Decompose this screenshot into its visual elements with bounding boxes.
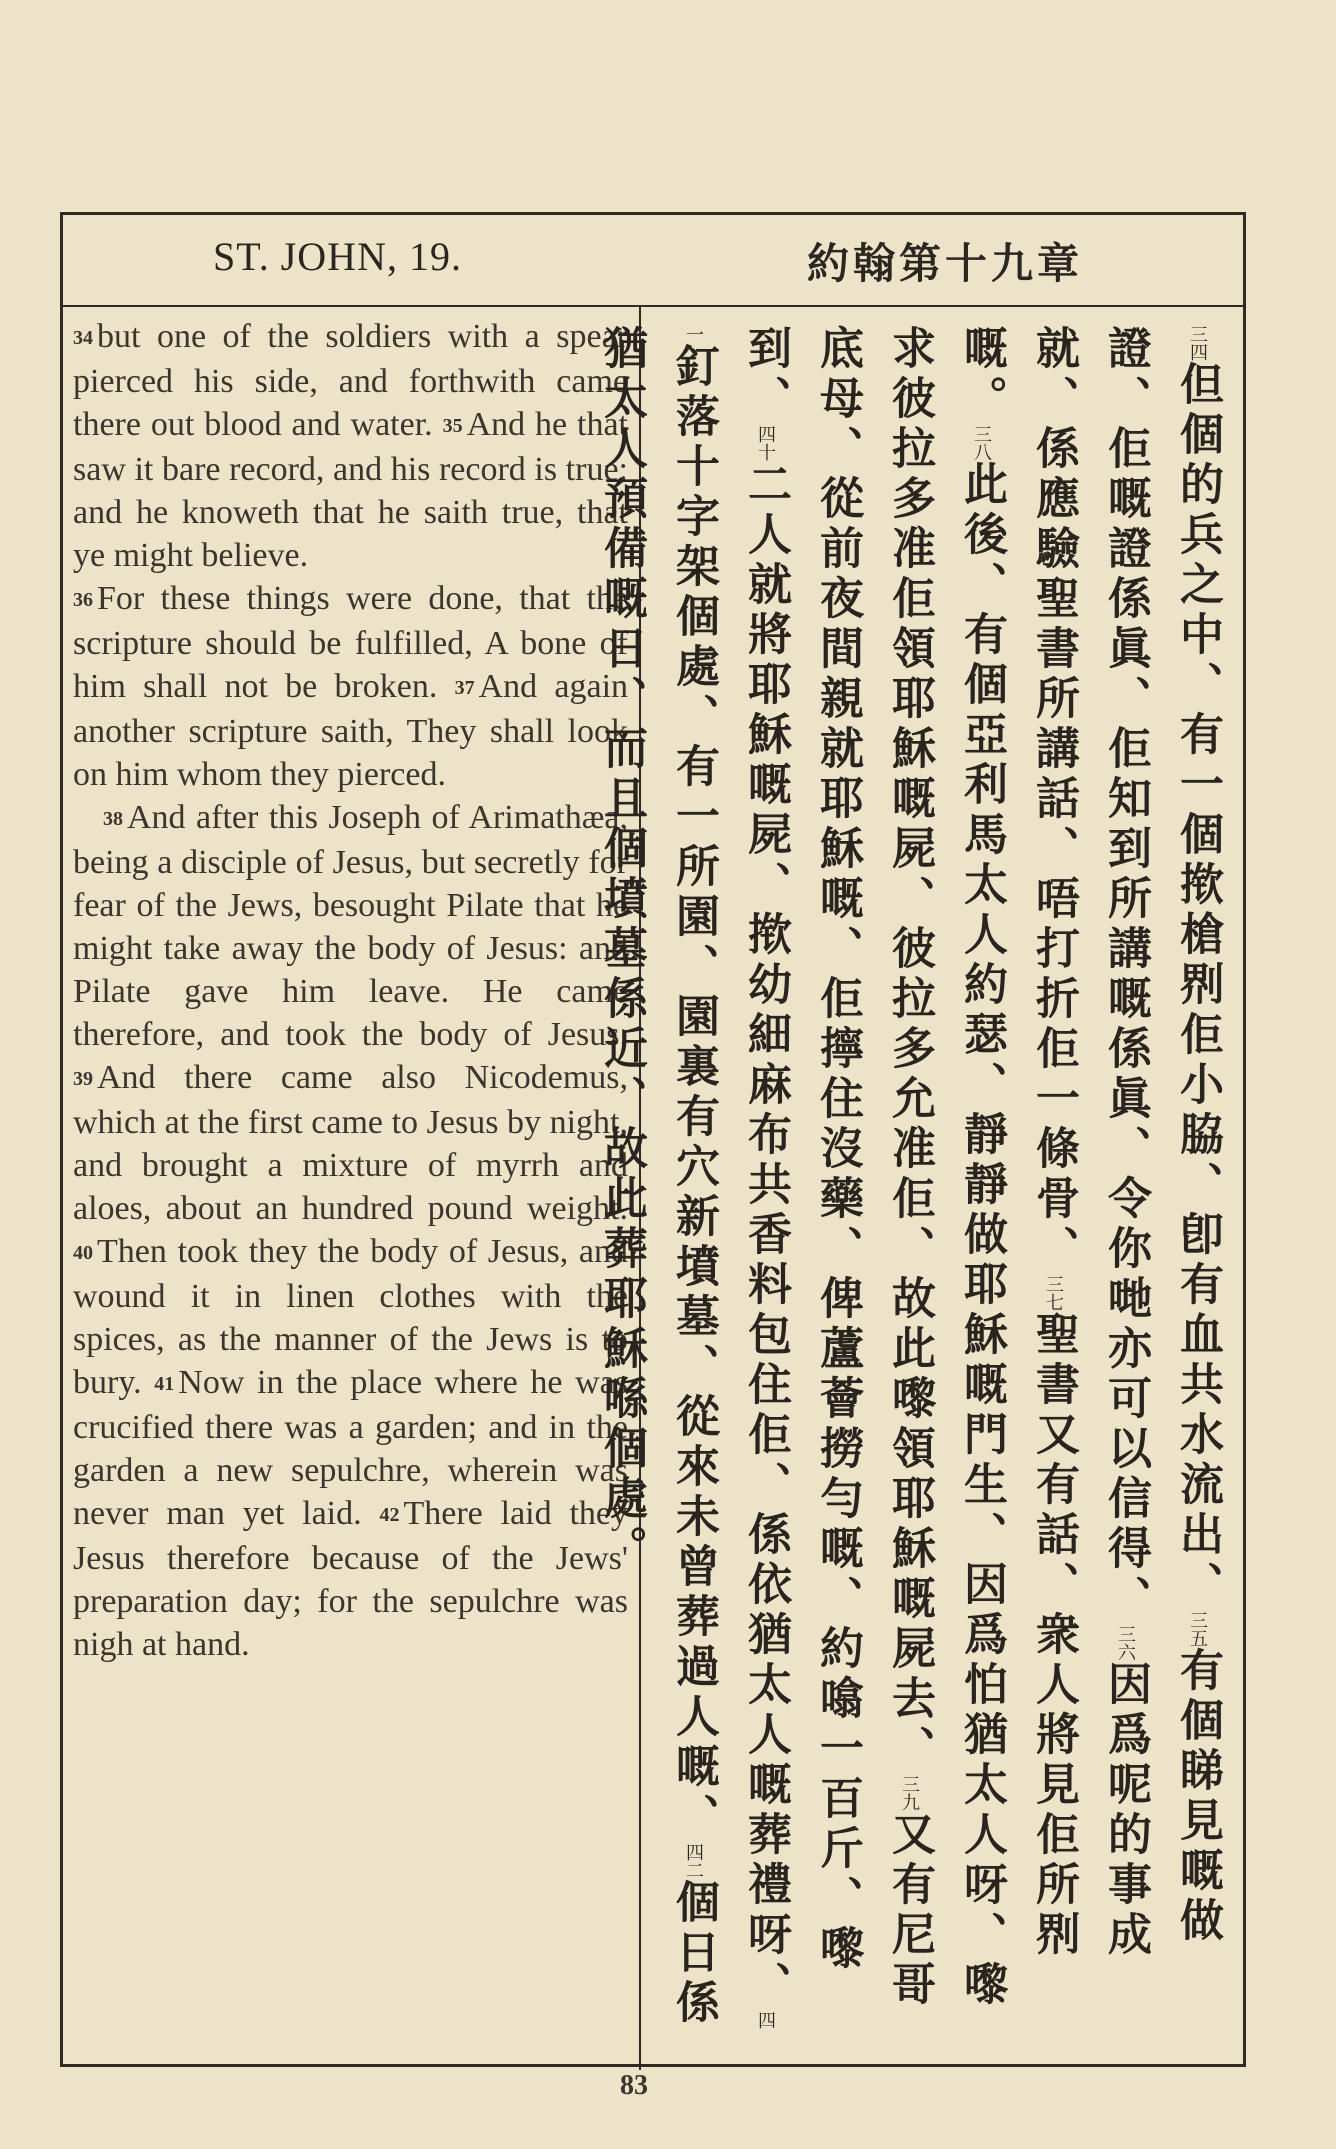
- page-frame: [60, 212, 1246, 2067]
- page-number: 83: [620, 2070, 648, 2101]
- verse-36: 36 For these things were done, that the scripture should be fulfilled, A bone of him shall not be broken. 37 And again another scripture saith, They shall look on him whom they pierced.: [73, 580, 629, 793]
- running-header: [63, 215, 1243, 307]
- verse-38: 38 And after this Joseph of Arimathæa, being a disciple of Jesus, but secretly for fear of the Jews, besought Pilate that he might take away the body of Jesus: and Pilate gave him leave. He came therefore, and took the body of Jesus. 39 And there came also Nicodemus, which at the first came to Jesus by night, and brought a mixture of myrrh and aloes, about an hundred pound weight. 40 Then took they the body of Jesus, and wound it in linen clothes with the spices, as the manner of the Jews is to bury. 41 Now in the place where he was crucified there was a garden; and in the garden a new sepulchre, wherein was never man yet laid. 42 There laid they Jesus therefore because of the Jews' preparation day; for the sepulchre was nigh at hand.: [73, 799, 629, 1663]
- chinese-running-title: 約翰第十九章: [806, 239, 1083, 288]
- chinese-column: 三四但個的兵之中、有一個揿槍𠝹佢小脇、卽有血共水流出、三五有個睇見嘅做證、佢嘅證係眞、佢知到所講嘅係眞、令你哋亦可以信得、三六因爲呢的事成就、係應驗聖書所講話、唔打折佢一條骨、三七聖書又有話、衆人將見佢所𠝹嘅。三八此後、有個亞利馬太人約瑟、靜靜做耶穌嘅門生、因爲怕猶太人呀、嚟求彼拉多准佢領耶穌嘅屍、彼拉多允准佢、故此嚟領耶穌嘅屍去、三九又有尼哥底母、從前夜間親就耶穌嘅、佢擰住沒藥、俾蘆薈撈勻嘅、約噏一百斤、嚟到、四十二人就將耶穌嘅屍、揿幼細麻布共香料包住佢、係依猶太人嘅葬禮呀、四一釘落十字架個處、有一所園、園裏有穴新墳墓、從來未曾葬過人嘅、四二個日係猶太人預備嘅日、而且個墳墓係近、故此葬耶穌喺個處。: [596, 325, 1223, 2029]
- english-running-title: ST. JOHN, 19.: [213, 234, 462, 279]
- verse-34: 34 but one of the soldiers with a spear pierced his side, and forthwith came there out blood and water. 35 And he that saw it bare record, and his record is true: and he knoweth that he saith true, that ye might believe.: [73, 318, 629, 574]
- english-column: [73, 315, 628, 2055]
